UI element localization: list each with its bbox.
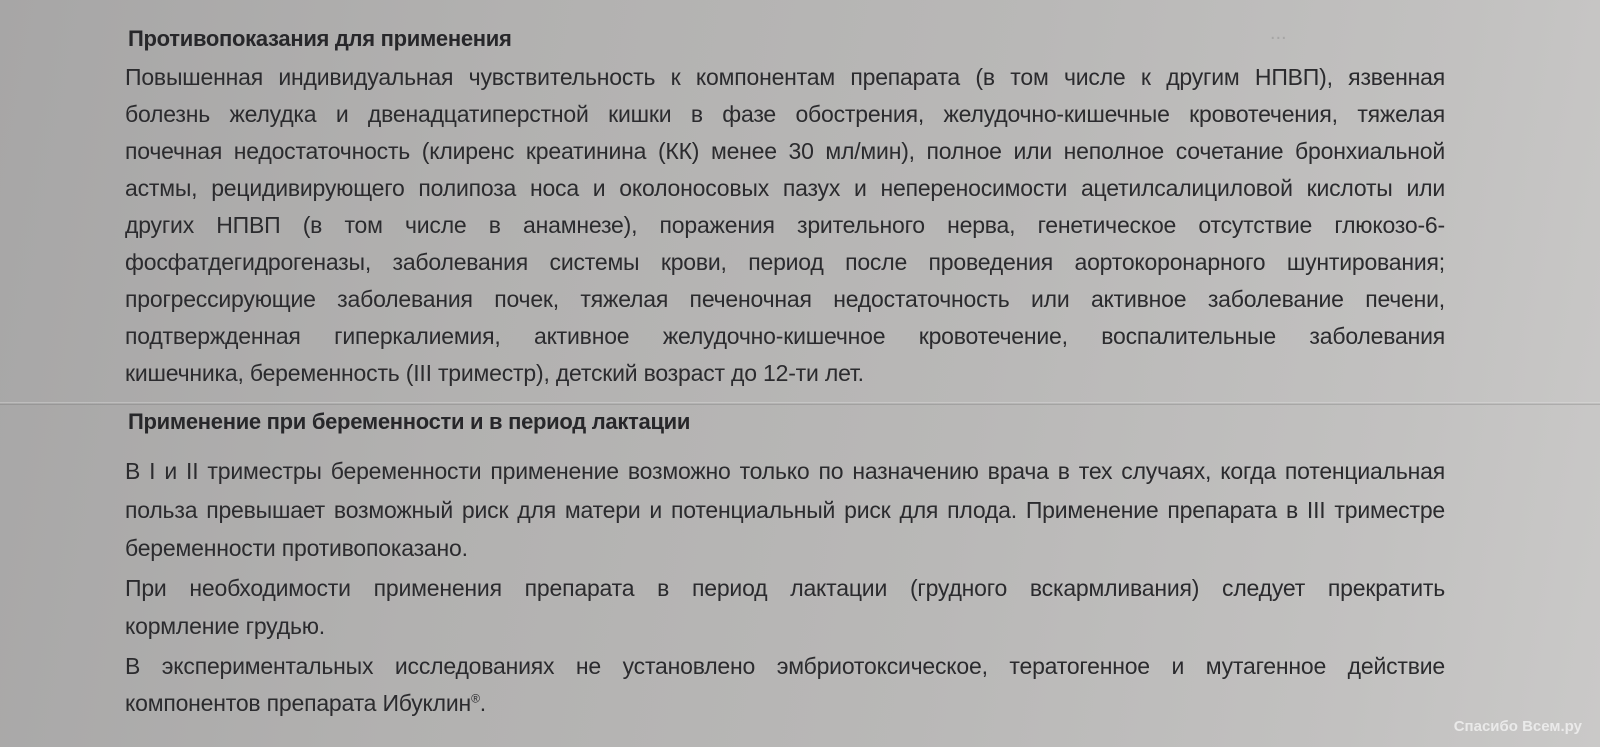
registered-mark: ® <box>471 691 480 706</box>
paragraph-line: беременности противопоказано. <box>125 535 468 561</box>
paragraph-line: подтвержденная гиперкалиемия, активное желудочно-кишечное кровотечение, воспалительные заболевания <box>125 323 1445 349</box>
paragraph-line: почечная недостаточность (клиренс креатинина (КК) менее 30 мл/мин), полное или неполное сочетание бронхиальной <box>125 138 1445 164</box>
paragraph-line: кишечника, беременность (III триместр), детский возраст до 12-ти лет. <box>125 360 864 386</box>
paragraph-line: В I и II триместры беременности применение возможно только по назначению врача в тех случаях, когда потенциальная <box>125 458 1445 484</box>
paragraph-line: прогрессирующие заболевания почек, тяжелая печеночная недостаточность или активное заболевание печени, <box>125 286 1445 312</box>
paragraph-line: Повышенная индивидуальная чувствительность к компонентам препарата (в том числе к другим НПВП), язвенная <box>125 64 1445 90</box>
show-through-text: ... <box>1270 22 1287 44</box>
paragraph-line: При необходимости применения препарата в период лактации (грудного вскармливания) следует прекратить <box>125 575 1445 601</box>
section-heading-contraindications: Противопоказания для применения <box>128 26 512 51</box>
final-period: . <box>479 690 486 716</box>
paragraph-line-last <box>125 690 1445 717</box>
paragraph-line: кормление грудью. <box>125 613 325 639</box>
paragraph-line: польза превышает возможный риск для матери и потенциальный риск для плода. Применение препарата в III триместре <box>125 497 1445 523</box>
paragraph-line: В экспериментальных исследованиях не установлено эмбриотоксическое, тератогенное и мутагенное действие <box>125 653 1445 679</box>
paper-fold <box>0 402 1600 405</box>
watermark-logo: Спасибо Всем.ру <box>1453 718 1582 735</box>
paragraph-line: болезнь желудка и двенадцатиперстной кишки в фазе обострения, желудочно-кишечные кровотечения, тяжелая <box>125 101 1445 127</box>
paragraph-line: астмы, рецидивирующего полипоза носа и околоносовых пазух и непереносимости ацетилсалициловой кислоты или <box>125 175 1445 201</box>
paragraph-line: фосфатдегидрогеназы, заболевания системы крови, период после проведения аортокоронарного шунтирования; <box>125 249 1445 275</box>
paragraph-line: других НПВП (в том числе в анамнезе), поражения зрительного нерва, генетическое отсутствие глюкозо-6- <box>125 212 1445 238</box>
paragraph-text: компонентов препарата Ибуклин <box>125 690 472 716</box>
section-heading-pregnancy: Применение при беременности и в период лактации <box>128 409 691 434</box>
